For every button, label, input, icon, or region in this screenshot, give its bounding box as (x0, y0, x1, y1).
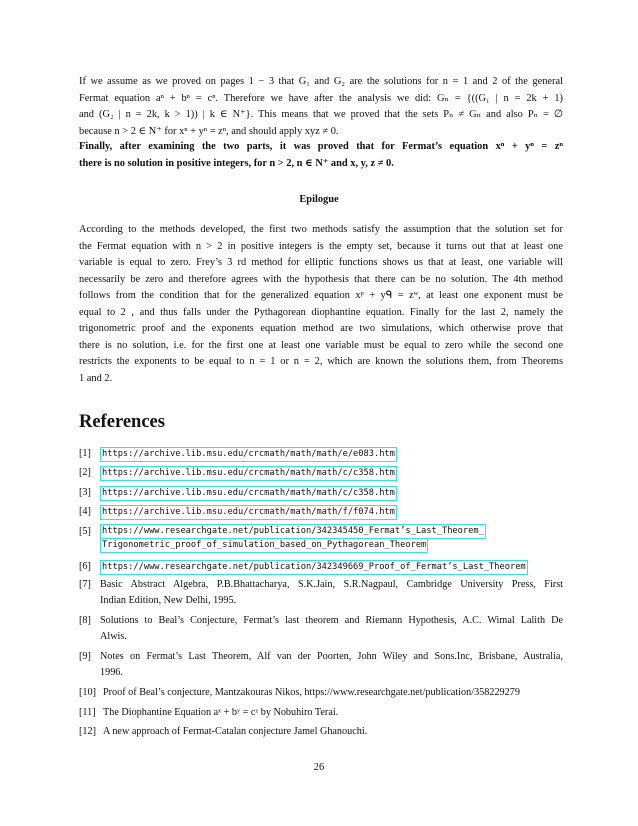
text-line: Fermat equation aⁿ + bⁿ = cⁿ. Therefore we have after the analysis we did: Gₙ = {((G₁ | n = 2k + 1) (79, 92, 563, 104)
text-line: If we assume as we proved on pages 1 − 3 that G₁ and G₂ are the solutions for n = 1 and 2 of the general (79, 76, 563, 87)
reference-number: [4] (79, 506, 91, 517)
reference-number: [5] (79, 526, 91, 537)
reference-text: 1996. (100, 666, 123, 678)
text-line: because n > 2 ∈ N⁺ for xⁿ + yⁿ = zⁿ, and should apply xyz ≠ 0. (79, 125, 339, 137)
reference-link-line[interactable]: https://www.researchgate.net/publication/342345450_Fermat’s_Last_Theorem_ (100, 524, 486, 539)
text-line: restricts the exponents to be equal to n = 1 or n = 2, which are known the solutions them, from Theorems (79, 356, 563, 367)
text-line: equal to 2 , and thus falls under the Pythagorean diophantine equation. Finally for the last 2, namely the (79, 306, 563, 318)
reference-text: Proof of Beal’s conjecture, Mantzakouras Nikos, https://www.researchgate.net/publication/358229279 (103, 687, 520, 698)
text-line: there is no solution in positive integers, for n > 2, n ∈ N⁺ and x, y, z ≠ 0. (79, 157, 394, 169)
reference-number: [1] (79, 448, 91, 459)
reference-text: Indian Edition, New Delhi, 1995. (100, 594, 237, 606)
reference-text: A new approach of Fermat-Catalan conjecture Jamel Ghanouchi. (103, 726, 368, 737)
references-heading: References (79, 412, 165, 432)
text-line: the Fermat equation with n > 2 in positive integers is the empty set, because it turns out that at least one (79, 240, 563, 252)
reference-number: [3] (79, 487, 91, 498)
reference-text: Notes on Fermat’s Last Theorem, Alf van der Poorten, John Wiley and Sons.Inc, Brisbane, Australia, (100, 651, 563, 662)
text-line: trigonometric proof and the exponents equation method are two simulations, which otherwise prove that (79, 323, 563, 334)
text-line: necessarily be zero and therefore agrees with the hypothesis that there can be no solution. The 4th method (79, 273, 563, 285)
reference-number: [8] (79, 615, 91, 626)
text-line: follows from the condition that for the generalized equation xᵖ + yᑫ = zʷ, at least one exponent must be (79, 290, 563, 301)
reference-link[interactable]: https://archive.lib.msu.edu/crcmath/math/math/f/f074.htm (100, 505, 397, 520)
reference-number: [6] (79, 561, 91, 572)
text-line: 1 and 2. (79, 372, 113, 384)
text-line: According to the methods developed, the first two methods satisfy the assumption that the solution set for (79, 224, 563, 235)
reference-number: [2] (79, 467, 91, 478)
reference-link[interactable]: https://archive.lib.msu.edu/crcmath/math/math/e/e083.htm (100, 447, 397, 462)
intro-paragraph (79, 74, 563, 140)
reference-number: [11] (79, 707, 96, 718)
reference-link[interactable] (100, 524, 563, 553)
reference-link[interactable]: https://www.researchgate.net/publication/342349669_Proof_of_Fermat’s_Last_Theorem (100, 560, 528, 575)
text-line: and (G₂ | n = 2k, k > 1)) | k ∈ N⁺}. This means that we proved that the sets Pₙ ≠ Gₙ and also Pₙ = ∅ (79, 109, 563, 120)
reference-text: The Diophantine Equation aˣ + bʸ = cᶻ by Nobuhiro Terai. (103, 707, 339, 718)
epilogue-heading: Epilogue (299, 194, 339, 205)
text-line: variable is equal to zero. Frey’s 3 rd method for elliptic functions shows us that at least, one variable will (79, 257, 563, 268)
reference-number: [10] (79, 687, 96, 698)
reference-number: [9] (79, 651, 91, 662)
reference-text: Basic Abstract Algebra, P.B.Bhattacharya, S.K.Jain, S.R.Nagpaul, Cambridge University Press, First (100, 579, 563, 590)
reference-text: Solutions to Beal’s Conjecture, Fermat’s last theorem and Riemann Hypothesis, A.C. Wimal Lalith De (100, 615, 563, 626)
conclusion-paragraph (79, 139, 563, 172)
reference-number: [7] (79, 579, 91, 590)
text-line: Finally, after examining the two parts, it was proved that for Fermat’s equation xⁿ + yⁿ = zⁿ (79, 141, 563, 152)
reference-link[interactable]: https://archive.lib.msu.edu/crcmath/math/math/c/c358.htm (100, 486, 397, 501)
reference-link-line[interactable]: Trigonometric_proof_of_simulation_based_on_Pythagorean_Theorem (100, 539, 428, 553)
page-number: 26 (313, 762, 325, 773)
reference-text: Alwis. (100, 630, 127, 642)
reference-number: [12] (79, 726, 96, 737)
epilogue-paragraph (79, 222, 563, 387)
reference-link[interactable]: https://archive.lib.msu.edu/crcmath/math/math/c/c358.htm (100, 466, 397, 481)
text-line: there is no solution, i.e. for the first one at least one variable must be equal to zero while the second one (79, 339, 563, 351)
